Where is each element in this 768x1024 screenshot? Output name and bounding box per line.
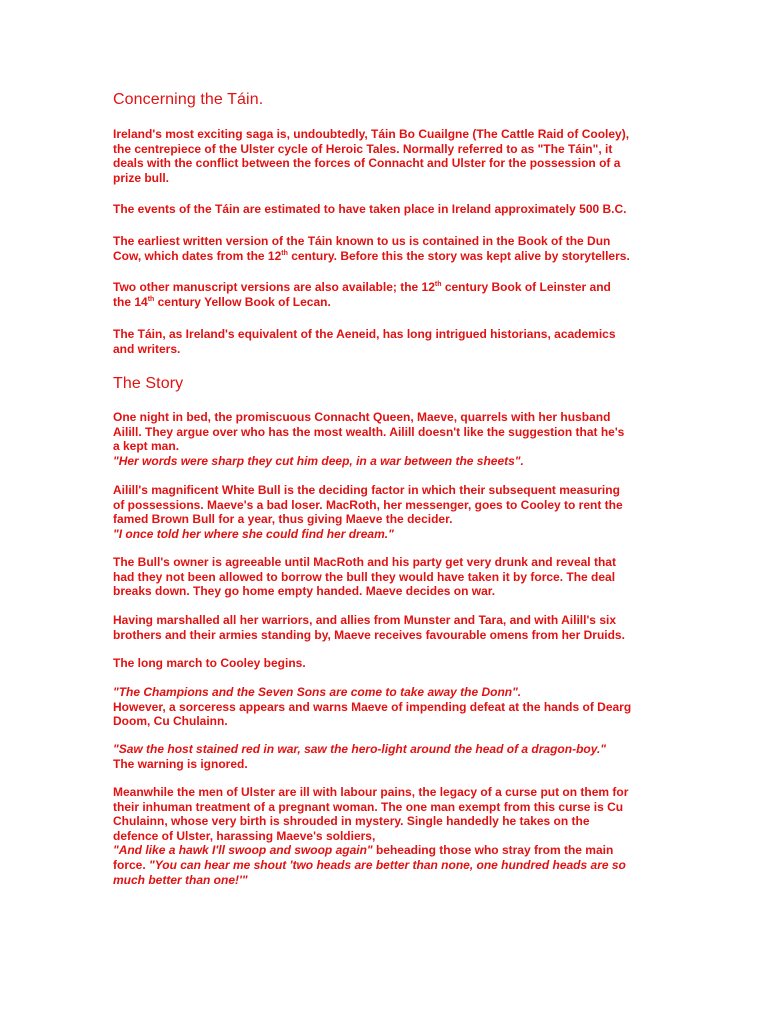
text-line: [113, 843, 673, 858]
text-line: brothers and their armies standing by, Maeve receives favourable omens from her Druids.: [113, 627, 625, 642]
quote-line: "Saw the host stained red in war, saw the hero-light around the head of a dragon-boy.": [113, 742, 606, 756]
text-line: Doom, Cu Chulainn.: [113, 714, 228, 729]
text-fragment: the 14: [113, 294, 148, 309]
paragraph-dating: [113, 202, 673, 217]
text-fragment: Two other manuscript versions are also available; the 12: [113, 280, 435, 294]
text-fragment: century Book of Leinster and: [441, 280, 611, 294]
text-line: had they not been allowed to borrow the bull they would have taken it by force. The deal: [113, 569, 616, 584]
text-line: the centrepiece of the Ulster cycle of Heroic Tales. Normally referred to as "The Táin", it: [113, 141, 613, 156]
quote-line: "The Champions and the Seven Sons are come to take away the Donn".: [113, 685, 522, 699]
text-line: The Táin, as Ireland's equivalent of the Aeneid, has long intrigued historians, academics: [113, 327, 616, 341]
text-line: defence of Ulster, harassing Maeve's soldiers,: [113, 828, 376, 843]
paragraph-bull-owner: [113, 555, 673, 599]
text-line: Chulainn, whose very birth is shrouded in mystery. Single handedly he takes on the: [113, 814, 590, 829]
text-fragment: force.: [113, 857, 150, 872]
text-fragment: Cow, which dates from the 12: [113, 248, 282, 263]
text-line: The Bull's owner is agreeable until MacRoth and his party get very drunk and reveal that: [113, 555, 616, 569]
text-line: The warning is ignored.: [113, 756, 248, 771]
text-line: Meanwhile the men of Ulster are ill with labour pains, the legacy of a curse put on them for: [113, 785, 629, 799]
text-line: Ailill's magnificent White Bull is the deciding factor in which their subsequent measuring: [113, 483, 620, 497]
text-line: famed Brown Bull for a year, thus giving Maeve the decider.: [113, 512, 453, 527]
text-line: [113, 858, 673, 873]
text-line: The long march to Cooley begins.: [113, 656, 306, 670]
paragraph-sorceress: [113, 685, 673, 729]
paragraph-earliest-version: [113, 234, 673, 263]
text-line: prize bull.: [113, 170, 170, 185]
text-line: [113, 295, 673, 310]
paragraph-warning: [113, 742, 673, 771]
quote-fragment: "You can hear me shout 'two heads are better than none, one hundred heads are so: [149, 857, 626, 872]
ordinal-superscript: th: [147, 295, 155, 303]
text-line: [113, 249, 673, 264]
paragraph-intro: [113, 127, 673, 185]
paragraph-quarrel: [113, 410, 673, 468]
text-fragment: century Yellow Book of Lecan.: [154, 294, 331, 309]
paragraph-other-manuscripts: [113, 280, 673, 309]
quote-fragment: "And like a hawk I'll swoop and swoop again": [113, 843, 373, 858]
section-heading-the-story: The Story: [113, 375, 184, 392]
paragraph-cu-chulainn: [113, 785, 673, 887]
text-line: Ireland's most exciting saga is, undoubtedly, Táin Bo Cuailgne (The Cattle Raid of Cooley),: [113, 127, 630, 141]
text-line: The events of the Táin are estimated to have taken place in Ireland approximately 500 B.C.: [113, 202, 627, 216]
text-line: One night in bed, the promiscuous Connacht Queen, Maeve, quarrels with her husband: [113, 410, 611, 424]
text-line: However, a sorceress appears and warns Maeve of impending defeat at the hands of Dearg: [113, 699, 632, 714]
paragraph-warriors: [113, 613, 673, 642]
text-fragment: century. Before this the story was kept alive by storytellers.: [287, 248, 630, 263]
text-line: [113, 280, 673, 295]
paragraph-white-bull: [113, 483, 673, 541]
ordinal-superscript: th: [434, 281, 442, 288]
text-line: of possessions. Maeve's a bad loser. MacRoth, her messenger, goes to Cooley to rent the: [113, 497, 623, 512]
text-line: Ailill. They argue over who has the most wealth. Ailill doesn't like the suggestion that he's: [113, 424, 625, 439]
text-line: breaks down. They go home empty handed. Maeve decides on war.: [113, 584, 496, 599]
text-line: The earliest written version of the Táin known to us is contained in the Book of the Dun: [113, 234, 611, 248]
text-line: and writers.: [113, 341, 181, 356]
ordinal-superscript: th: [281, 249, 288, 257]
text-fragment: beheading those who stray from the main: [372, 843, 614, 858]
text-line: deals with the conflict between the forces of Connacht and Ulster for the possession of a: [113, 156, 621, 171]
quote-line: much better than one!'": [113, 872, 248, 887]
section-heading-concerning-tain: Concerning the Táin.: [113, 91, 264, 108]
paragraph-aeneid: [113, 327, 673, 356]
text-line: a kept man.: [113, 439, 180, 454]
paragraph-long-march: [113, 656, 673, 671]
text-line: their inhuman treatment of a pregnant woman. The one man exempt from this curse is Cu: [113, 799, 624, 814]
quote-line: "I once told her where she could find her dream.": [113, 526, 394, 541]
text-line: Having marshalled all her warriors, and allies from Munster and Tara, and with Ailill's six: [113, 613, 616, 627]
quote-line: "Her words were sharp they cut him deep, in a war between the sheets".: [113, 453, 524, 468]
